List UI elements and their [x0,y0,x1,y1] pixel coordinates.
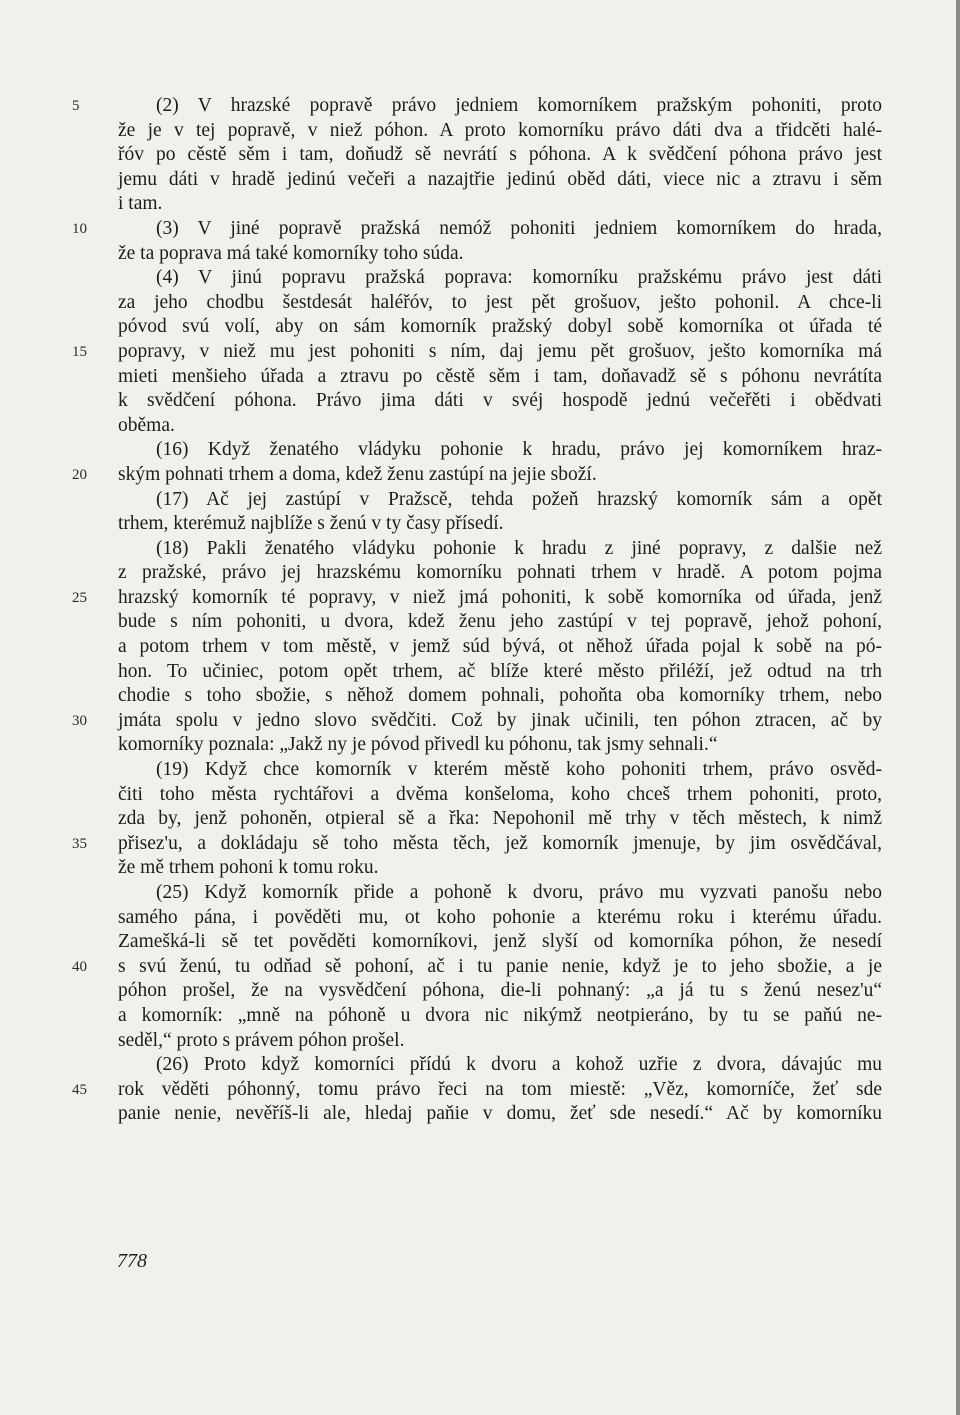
text-line: póhon prošel, že na vysvědčení póhona, die-li pohnaný: „a já tu s ženú nesez'u“ [118,980,882,1002]
text-line: (2) V hrazské popravě právo jedniem komorníkem pražským pohoniti, proto [156,95,882,116]
text-line: za jeho chodbu šestdesát haléřóv, to jest pět grošuov, ješto pohonil. A chce-li [118,291,882,313]
text-line: (4) V jinú popravu pražská poprava: komorníku pražskému právo jest dáti [156,267,882,289]
text-line: k svědčení póhona. Právo jima dáti v svéj hospodě jednú večeřěti i obědvati [118,390,882,412]
text-line: chodie s toho sbožie, s něhož domem pohnali, pohoňta oba komorníky trhem, nebo [118,685,882,707]
text-line: z pražské, právo jej hrazskému komorníku pohnati trhem v hradě. A potom pojma [118,562,882,584]
text-line: Zamešká-li sě tet pověděti komorníkovi, jenž slyší od komorníka póhon, že nesedí [118,931,882,953]
text-line: popravy, v niež mu jest pohoniti s ním, daj jemu pět grošuov, ješto komorníka má [118,340,882,362]
text-line: rok věděti póhonný, tomu právo řeci na tom miestě: „Věz, komorníče, žeť sde [118,1078,882,1100]
text-line: že ta poprava má také komorníky toho súda. [118,242,464,264]
text-line: jemu dáti v hradě jedinú večeři a nazajtřie jedinú oběd dáti, viece nic a ztravu i sěm [118,168,882,190]
line-number-15: 15 [72,344,87,360]
text-line: seděl,“ proto s právem póhon prošel. [118,1029,405,1051]
text-line: (18) Pakli ženatého vládyku pohonie k hradu z jiné popravy, z dalšie než [156,537,882,559]
line-number-25: 25 [72,590,87,606]
text-line: zda by, jenž pohoněn, otpieral sě a řka: Nepohonil mě trhy v těch městech, k nimž [118,808,882,830]
line-number-20: 20 [72,467,87,483]
page-edge [956,0,960,1415]
text-line: (25) Když komorník přide a pohoně k dvoru, právo mu vyzvati panošu nebo [156,882,882,903]
text-line: s svú ženú, tu odňad sě pohoní, ač i tu panie nenie, když je to jeho sbožie, a je [118,955,882,977]
text-line: i tam. [118,193,163,215]
text-line: samého pána, i pověděti mu, ot koho pohonie a kterému roku i kterému úřadu. [118,906,882,928]
text-line: hrazský komorník té popravy, v niež jmá pohoniti, k sobě komorníka od úřada, jenž [118,586,882,608]
text-line: (16) Když ženatého vládyku pohonie k hradu, právo jej komorníkem hraz- [156,439,882,461]
text-line: panie nenie, nevěříš-li ale, hledaj paňie v domu, žeť sde nesedí.“ Ač by komorníku [118,1103,882,1125]
text-line: (3) V jiné popravě pražská nemóž pohoniti jedniem komorníkem do hrada, [156,217,882,239]
line-number-35: 35 [72,836,87,852]
text-line: hon. To učiniec, potom opět trhem, ač blíže které město přiléží, jež odtud na trh [118,660,882,682]
page-number: 778 [117,1250,147,1272]
line-number-40: 40 [72,959,87,975]
text-line: jmáta spolu v jedno slovo svědčiti. Což by jinak učinili, ten póhon ztracen, ač by [118,709,882,731]
legal-text-body [118,94,882,1127]
text-line: že je v tej popravě, v niež póhon. A proto komorníku právo dáti dva a třidcěti halé- [118,119,882,141]
text-line: (19) Když chce komorník v kterém městě koho pohoniti trhem, právo osvěd- [156,759,882,781]
line-number-5: 5 [72,98,80,114]
text-line: a potom trhem v tom městě, v jemž súd bývá, ot něhož úřada pojal k sobě na pó- [118,636,882,658]
text-line: že mě trhem pohoni k tomu roku. [118,857,379,879]
text-line: bude s ním pohoniti, u dvora, kdež ženu jeho zastúpí v tej popravě, jehož pohoní, [118,611,882,633]
line-number-30: 30 [72,713,87,729]
text-line: čiti toho města rychtářovi a dvěma konšeloma, koho chceš trhem pohoniti, proto, [118,783,882,805]
text-line: mieti menšieho úřada a ztravu po cěstě sěm i tam, doňavadž sě s póhonu nevrátíta [118,365,882,387]
text-line: (17) Ač jej zastúpí v Pražscě, tehda požeň hrazský komorník sám a opět [156,488,882,510]
text-line: trhem, kterémuž najblíže s ženú v ty časy přísedí. [118,513,504,535]
text-line: (26) Proto když komorníci přídú k dvoru a kohož uzřie z dvora, dávajúc mu [156,1054,882,1076]
text-line: přisez'u, a dokládaju sě toho města těch, jež komorník jmenuje, by jim osvědčával, [118,832,882,854]
text-line: póvod svú volí, aby on sám komorník pražský dobyl sobě komorníka ot úřada té [118,316,882,338]
text-line: komorníky poznala: „Jakž ny je póvod přivedl ku póhonu, tak jsmy sehnali.“ [118,734,718,756]
line-number-10: 10 [72,221,87,237]
text-line: oběma. [118,414,175,436]
line-number-45: 45 [72,1082,87,1098]
text-line: a komorník: „mně na póhoně u dvora nic nikýmž neotpieráno, by tu se paňú ne- [118,1004,882,1026]
text-line: řóv po cěstě sěm i tam, doňudž sě nevrátí s póhona. A k svědčení póhona právo jest [118,144,882,166]
text-line: ským pohnati trhem a doma, kdež ženu zastúpí na jejie sboží. [118,463,597,485]
